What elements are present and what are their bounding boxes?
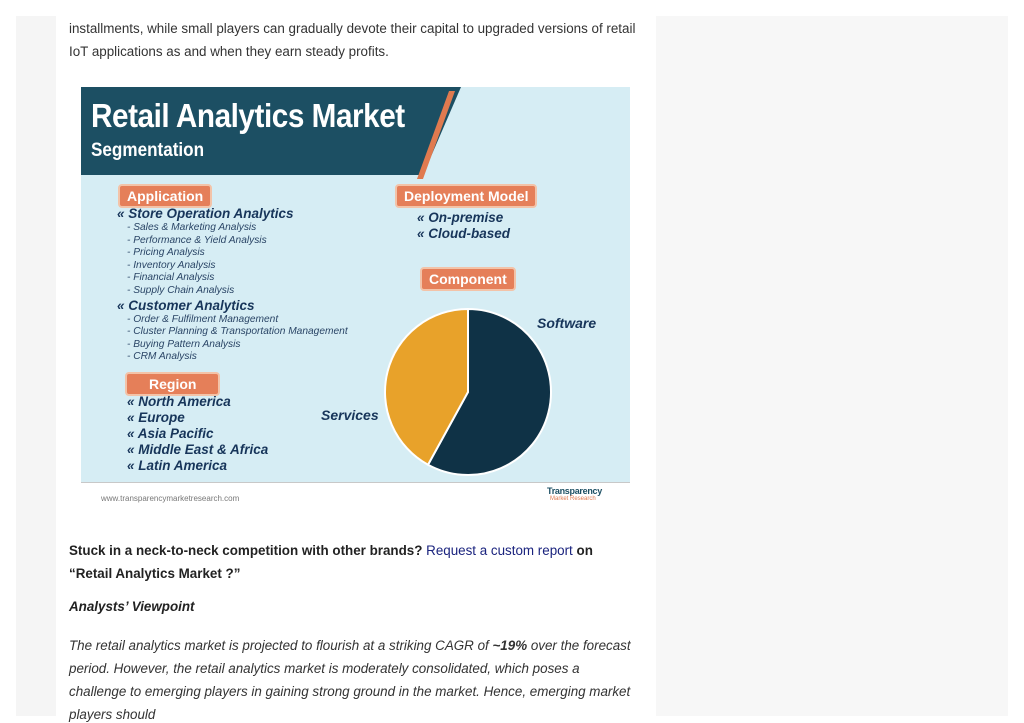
component-tag: Component xyxy=(420,267,516,291)
custom-report-cta xyxy=(69,539,639,585)
deployment-item: « On-premise xyxy=(417,210,504,225)
region-item: « North America xyxy=(127,394,231,409)
segmentation-infographic xyxy=(81,87,630,510)
transparency-logo xyxy=(547,486,619,508)
infographic-subtitle: Segmentation xyxy=(91,140,205,161)
application-tag: Application xyxy=(118,184,212,208)
viewpoint-paragraph xyxy=(69,634,639,723)
viewpoint-text-post: over the forecast period. However, the retail analytics market is moderately consolidated, which poses a challenge to emerging players in gaining strong ground in the market. Hence, emerging market players should xyxy=(69,638,631,722)
left-gutter xyxy=(16,16,56,716)
infographic-title: Retail Analytics Market xyxy=(91,97,405,134)
deployment-item: « Cloud-based xyxy=(417,226,511,241)
list-item: - Cluster Planning & Transportation Management xyxy=(127,326,348,337)
region-item: « Middle East & Africa xyxy=(127,442,269,457)
list-item: - Financial Analysis xyxy=(127,272,215,283)
logo-subtext: Market Research xyxy=(550,496,596,502)
analysts-viewpoint-heading: Analysts’ Viewpoint xyxy=(69,599,195,614)
intro-paragraph: installments, while small players can gradually devote their capital to upgraded versions of retail IoT applications as and when they earn steady profits. xyxy=(69,21,636,59)
cta-suffix: on “Retail Analytics Market ?” xyxy=(69,543,593,581)
request-custom-report-link[interactable]: Request a custom report xyxy=(426,543,573,558)
region-item: « Latin America xyxy=(127,458,228,473)
pie-label-services: Services xyxy=(321,407,379,423)
list-item: - Performance & Yield Analysis xyxy=(127,235,267,246)
list-item: - Sales & Marketing Analysis xyxy=(127,222,257,233)
list-item: - Buying Pattern Analysis xyxy=(127,339,241,350)
website-url: www.transparencymarketresearch.com xyxy=(101,494,240,503)
list-item: - Supply Chain Analysis xyxy=(127,285,235,296)
pie-label-software: Software xyxy=(537,315,597,331)
list-item: - Inventory Analysis xyxy=(127,260,216,271)
list-item: - Pricing Analysis xyxy=(127,247,205,258)
right-sidebar-panel xyxy=(656,16,1008,716)
customer-analytics-heading: « Customer Analytics xyxy=(117,298,255,313)
list-item: - CRM Analysis xyxy=(127,351,197,362)
cta-prefix: Stuck in a neck-to-neck competition with other brands? xyxy=(69,543,423,558)
cagr-value: ~19% xyxy=(492,638,528,653)
deployment-model-tag: Deployment Model xyxy=(395,184,537,208)
region-tag: Region xyxy=(125,372,220,396)
region-item: « Europe xyxy=(127,410,185,425)
logo-text: Transparency xyxy=(547,486,602,496)
viewpoint-text-pre: The retail analytics market is projected to flourish at a striking CAGR of xyxy=(69,638,489,653)
list-item: - Order & Fulfilment Management xyxy=(127,314,279,325)
component-pie-chart xyxy=(383,307,553,477)
store-operation-heading: « Store Operation Analytics xyxy=(117,206,294,221)
region-item: « Asia Pacific xyxy=(127,426,214,441)
